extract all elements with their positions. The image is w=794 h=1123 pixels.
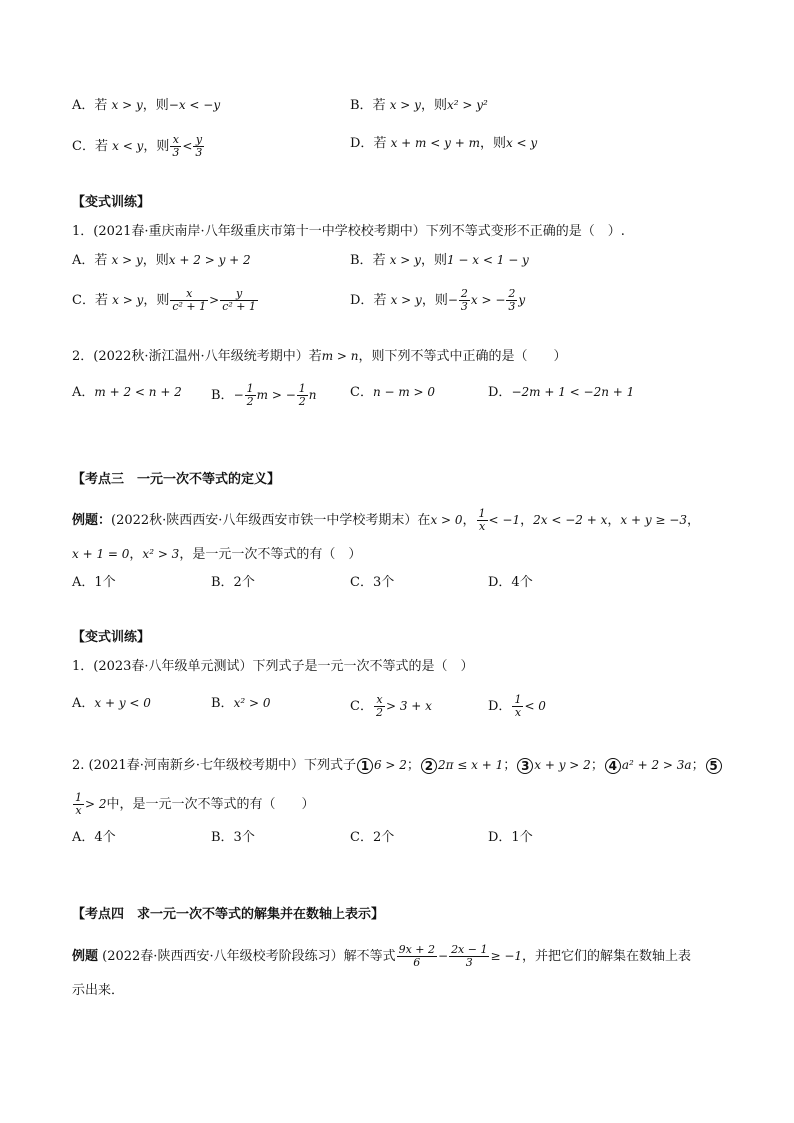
option-b: B．x² > 0 [211,696,271,711]
option-d: D． $\frac{1}{x}$ < 0 [488,693,546,719]
option-a: A．x + y < 0 [72,696,151,711]
option-a: A．1个 [72,575,116,590]
option-d: D．若 x > y，则− $\frac{2}{3}$ x > − $\frac{2}{3}$ y [350,287,526,313]
option-a: A．4个 [72,830,116,845]
option-c: C．若 x > y，则 $\frac{x}{\text{c² + 1}}$ > $\frac{y}{\text{c² + 1}}$ [72,287,256,313]
section-heading-kp3: 【考点三 一元一次不等式的定义】 [72,472,281,487]
option-a: A．若 x > y，则x + 2 > y + 2 [72,253,251,268]
option-d: D．1个 [488,830,533,845]
circled-number-1: 1 [357,758,373,774]
option-b: B．3个 [211,830,255,845]
option-d: D．4个 [488,575,533,590]
question-stem: 1．(2021春·重庆南岸·八年级重庆市第十一中学校校考期中）下列不等式变形不正确的是（ ）. [72,224,625,239]
option-c: C．3个 [350,575,395,590]
section-heading-kp4: 【考点四 求一元一次不等式的解集并在数轴上表示】 [72,907,385,922]
section-heading-variant-1: 【变式训练】 [72,195,151,210]
circled-number-2: 2 [421,758,437,774]
option-c: C．n − m > 0 [350,385,436,400]
question-stem: 2．(2022秋·浙江温州·八年级统考期中）若m > n，则下列不等式中正确的是（ ） [72,349,567,364]
circled-number-5: 5 [706,758,722,774]
option-c: C．2个 [350,830,395,845]
example-line-2: 示出来． [72,983,125,998]
question-stem: 1．(2023春·八年级单元测试）下列式子是一元一次不等式的是（ ） [72,659,474,674]
section-heading-variant-2: 【变式训练】 [72,630,151,645]
option-b: B．若 x > y，则1 − x < 1 − y [350,253,529,268]
option-b: B．2个 [211,575,255,590]
circled-number-4: 4 [605,758,621,774]
example-line-1: 例题：(2022秋·陕西西安·八年级西安市铁一中学校考期末）在x > 0， $\frac{1}{x}$ < −1，2x < −2 + x，x + y ≥ −3， [72,507,700,533]
option-b: B．若 x > y，则x² > y² [350,98,488,113]
option-c: C． $\frac{x}{2}$ > 3 + x [350,693,432,719]
option-a: A．m + 2 < n + 2 [72,385,182,400]
question-stem: 2. (2021春·河南新乡·七年级校考期中）下列式子 1 6 > 2； 2 2π ≤ x + 1； 3 x + y > 2； 4 a² + 2 > 3a； 5 [72,756,723,775]
option-a: A．若 x > y，则−x < −y [72,98,221,113]
circled-number-3: 3 [517,758,533,774]
option-d: D．若 x + m < y + m，则x < y [350,136,538,151]
option-b: B．− $\frac{1}{2}$ m > − $\frac{1}{2}$ n [211,382,317,408]
example-line-1: 例题 (2022春·陕西西安·八年级校考阶段练习）解不等式 $\frac{9x + 2}{6}$ − $\frac{2x - 1}{3}$ ≥ −1，并把它们的解集在数轴上表 [72,943,692,969]
question-stem-cont: $\frac{1}{x}$ > 2中，是一元一次不等式的有（ ） [75,791,315,817]
example-line-2: x + 1 = 0，x² > 3，是一元一次不等式的有（ ） [72,547,362,562]
option-c: C．若 x < y，则 $\frac{x}{3}$ < $\frac{y}{3}$ [72,133,203,159]
option-d: D．−2m + 1 < −2n + 1 [488,385,635,400]
